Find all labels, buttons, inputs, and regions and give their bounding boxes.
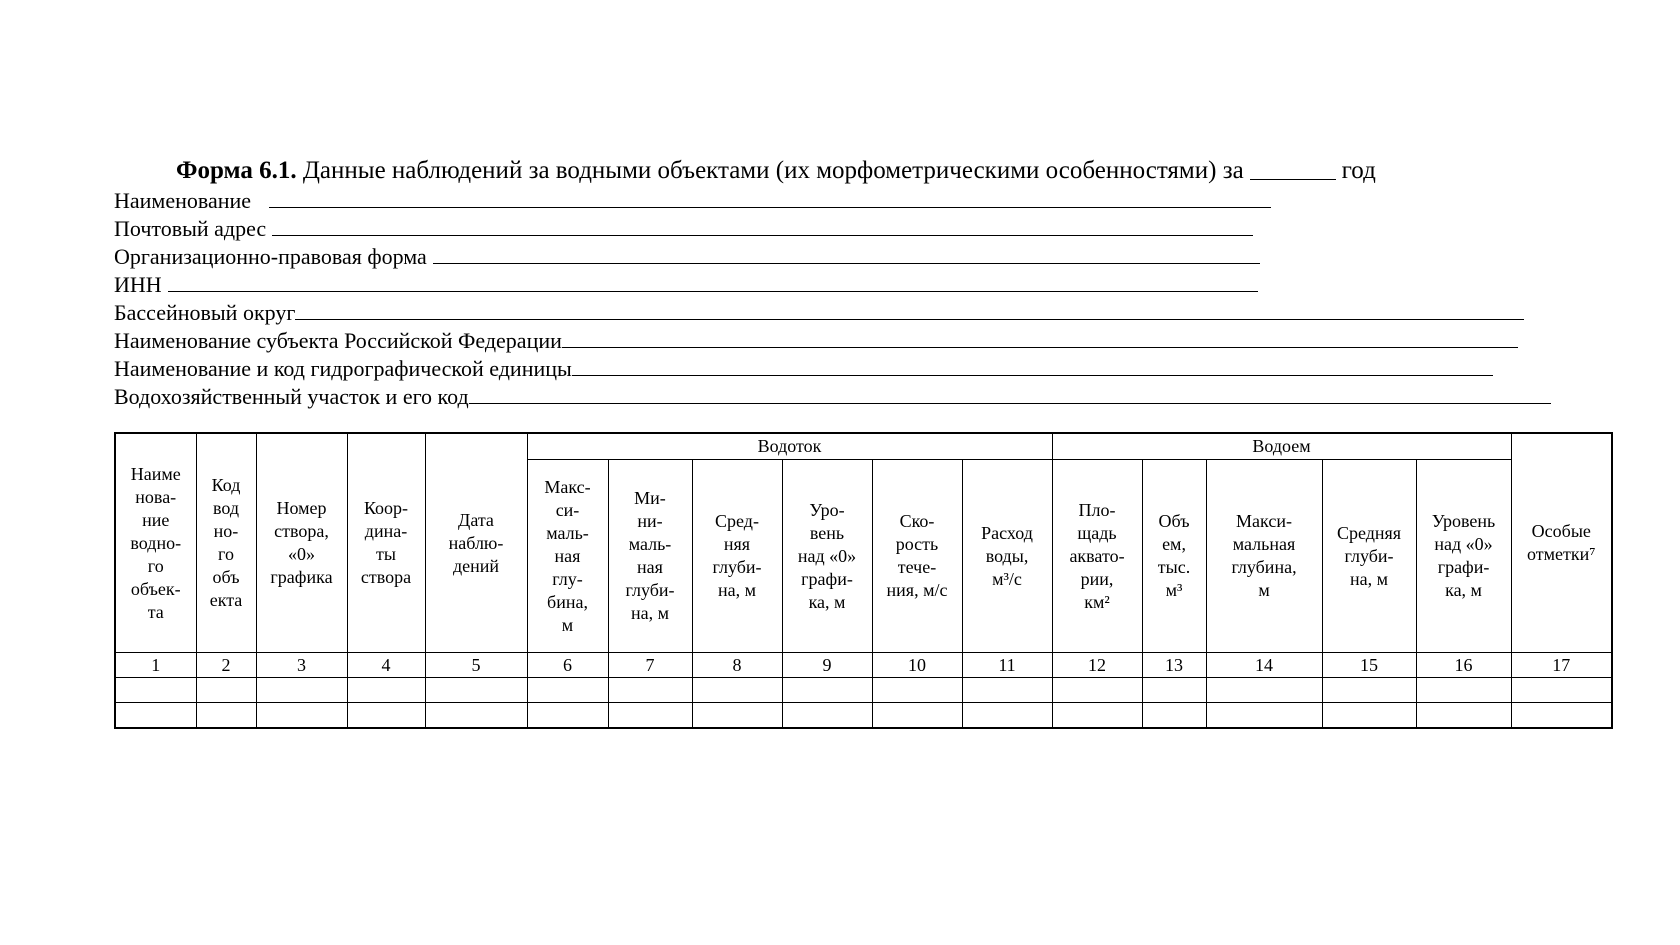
group-header-row xyxy=(115,433,1612,460)
col-number: 7 xyxy=(608,653,692,678)
table-cell[interactable] xyxy=(608,703,692,729)
table-cell[interactable] xyxy=(962,678,1052,703)
col-header: Наиме нова- ние водно- го объек- та xyxy=(115,433,196,653)
col-header: Номер створа, «0» графика xyxy=(256,433,347,653)
table-cell[interactable] xyxy=(1511,703,1612,729)
col-number: 12 xyxy=(1052,653,1142,678)
table-cell[interactable] xyxy=(782,703,872,729)
table-cell[interactable] xyxy=(256,703,347,729)
table-cell[interactable] xyxy=(527,678,608,703)
table-cell[interactable] xyxy=(115,678,196,703)
fill-line[interactable] xyxy=(572,356,1493,376)
field-label: Организационно-правовая форма xyxy=(114,244,427,269)
col-header: Макс- си- маль- ная глу- бина, м xyxy=(527,460,608,653)
col-header: Дата наблю- дений xyxy=(425,433,527,653)
fill-line[interactable] xyxy=(168,272,1258,292)
fill-line[interactable] xyxy=(562,328,1518,348)
col-number: 3 xyxy=(256,653,347,678)
group-header-reservoir: Водоем xyxy=(1052,433,1511,460)
field-basin-district xyxy=(114,300,1524,326)
field-label: Водохозяйственный участок и его код xyxy=(114,384,469,409)
col-header: Уровень над «0» графи- ка, м xyxy=(1416,460,1511,653)
col-number: 16 xyxy=(1416,653,1511,678)
col-number: 8 xyxy=(692,653,782,678)
table-cell[interactable] xyxy=(1322,678,1416,703)
table-cell[interactable] xyxy=(1416,703,1511,729)
table-cell[interactable] xyxy=(692,703,782,729)
table-cell[interactable] xyxy=(1416,678,1511,703)
col-number: 5 xyxy=(425,653,527,678)
field-label: Почтовый адрес xyxy=(114,216,267,241)
form-title xyxy=(176,156,1556,186)
table-cell[interactable] xyxy=(1142,703,1206,729)
col-header: Ско- рость тече- ния, м/с xyxy=(872,460,962,653)
col-header: Ми- ни- маль- ная глуби- на, м xyxy=(608,460,692,653)
table-cell[interactable] xyxy=(1206,678,1322,703)
col-header: Особые отметки⁷ xyxy=(1511,433,1612,653)
col-header: Код вод но- го объ екта xyxy=(196,433,256,653)
table-cell[interactable] xyxy=(782,678,872,703)
column-number-row xyxy=(115,653,1612,678)
col-header: Пло- щадь аквато- рии, км² xyxy=(1052,460,1142,653)
table-row xyxy=(115,678,1612,703)
col-header: Сред- няя глуби- на, м xyxy=(692,460,782,653)
table-cell[interactable] xyxy=(527,703,608,729)
col-number: 13 xyxy=(1142,653,1206,678)
form-title-text: Данные наблюдений за водными объектами (их морфометрическими особенностями) за xyxy=(302,157,1244,184)
observations-table xyxy=(114,432,1613,729)
table-cell[interactable] xyxy=(347,678,425,703)
field-hydro-unit xyxy=(114,356,1493,382)
field-label: Наименование xyxy=(114,188,252,213)
table-cell[interactable] xyxy=(347,703,425,729)
field-inn xyxy=(114,272,1258,298)
table-cell[interactable] xyxy=(256,678,347,703)
table-cell[interactable] xyxy=(872,703,962,729)
col-number: 10 xyxy=(872,653,962,678)
col-header: Объ ем, тыс. м³ xyxy=(1142,460,1206,653)
fill-line[interactable] xyxy=(272,216,1253,236)
col-header: Расход воды, м³/с xyxy=(962,460,1052,653)
col-number: 6 xyxy=(527,653,608,678)
table-cell[interactable] xyxy=(1206,703,1322,729)
field-federal-subject xyxy=(114,328,1518,354)
table-cell[interactable] xyxy=(608,678,692,703)
field-label: Наименование и код гидрографической единицы xyxy=(114,356,572,381)
col-header: Макси- мальная глубина, м xyxy=(1206,460,1322,653)
table-cell[interactable] xyxy=(196,678,256,703)
form-label: Форма 6.1. xyxy=(176,157,297,184)
fill-line[interactable] xyxy=(433,244,1260,264)
table-cell[interactable] xyxy=(872,678,962,703)
field-water-section xyxy=(114,384,1551,410)
field-name xyxy=(114,188,1271,214)
col-number: 2 xyxy=(196,653,256,678)
col-header: Средняя глуби- на, м xyxy=(1322,460,1416,653)
col-number: 15 xyxy=(1322,653,1416,678)
fill-line[interactable] xyxy=(269,188,1271,208)
fill-line[interactable] xyxy=(295,300,1524,320)
col-number: 14 xyxy=(1206,653,1322,678)
col-number: 17 xyxy=(1511,653,1612,678)
table-cell[interactable] xyxy=(425,678,527,703)
field-legal-form xyxy=(114,244,1260,270)
table-cell[interactable] xyxy=(692,678,782,703)
col-number: 1 xyxy=(115,653,196,678)
table-cell[interactable] xyxy=(196,703,256,729)
table-cell[interactable] xyxy=(1052,703,1142,729)
table-cell[interactable] xyxy=(115,703,196,729)
table-cell[interactable] xyxy=(1142,678,1206,703)
field-label: Наименование субъекта Российской Федерации xyxy=(114,328,562,353)
field-postal-address xyxy=(114,216,1253,242)
col-number: 11 xyxy=(962,653,1052,678)
group-header-watercourse: Водоток xyxy=(527,433,1052,460)
field-label: Бассейновый округ xyxy=(114,300,296,325)
year-blank-line[interactable] xyxy=(1250,159,1336,180)
table-cell[interactable] xyxy=(962,703,1052,729)
col-number: 9 xyxy=(782,653,872,678)
table-row xyxy=(115,703,1612,729)
table-cell[interactable] xyxy=(425,703,527,729)
col-number: 4 xyxy=(347,653,425,678)
col-header: Коор- дина- ты створа xyxy=(347,433,425,653)
table-cell[interactable] xyxy=(1511,678,1612,703)
table-cell[interactable] xyxy=(1052,678,1142,703)
col-header: Уро- вень над «0» графи- ка, м xyxy=(782,460,872,653)
fill-line[interactable] xyxy=(469,384,1551,404)
table-cell[interactable] xyxy=(1322,703,1416,729)
form-title-suffix: год xyxy=(1341,157,1376,184)
field-label: ИНН xyxy=(114,272,162,297)
